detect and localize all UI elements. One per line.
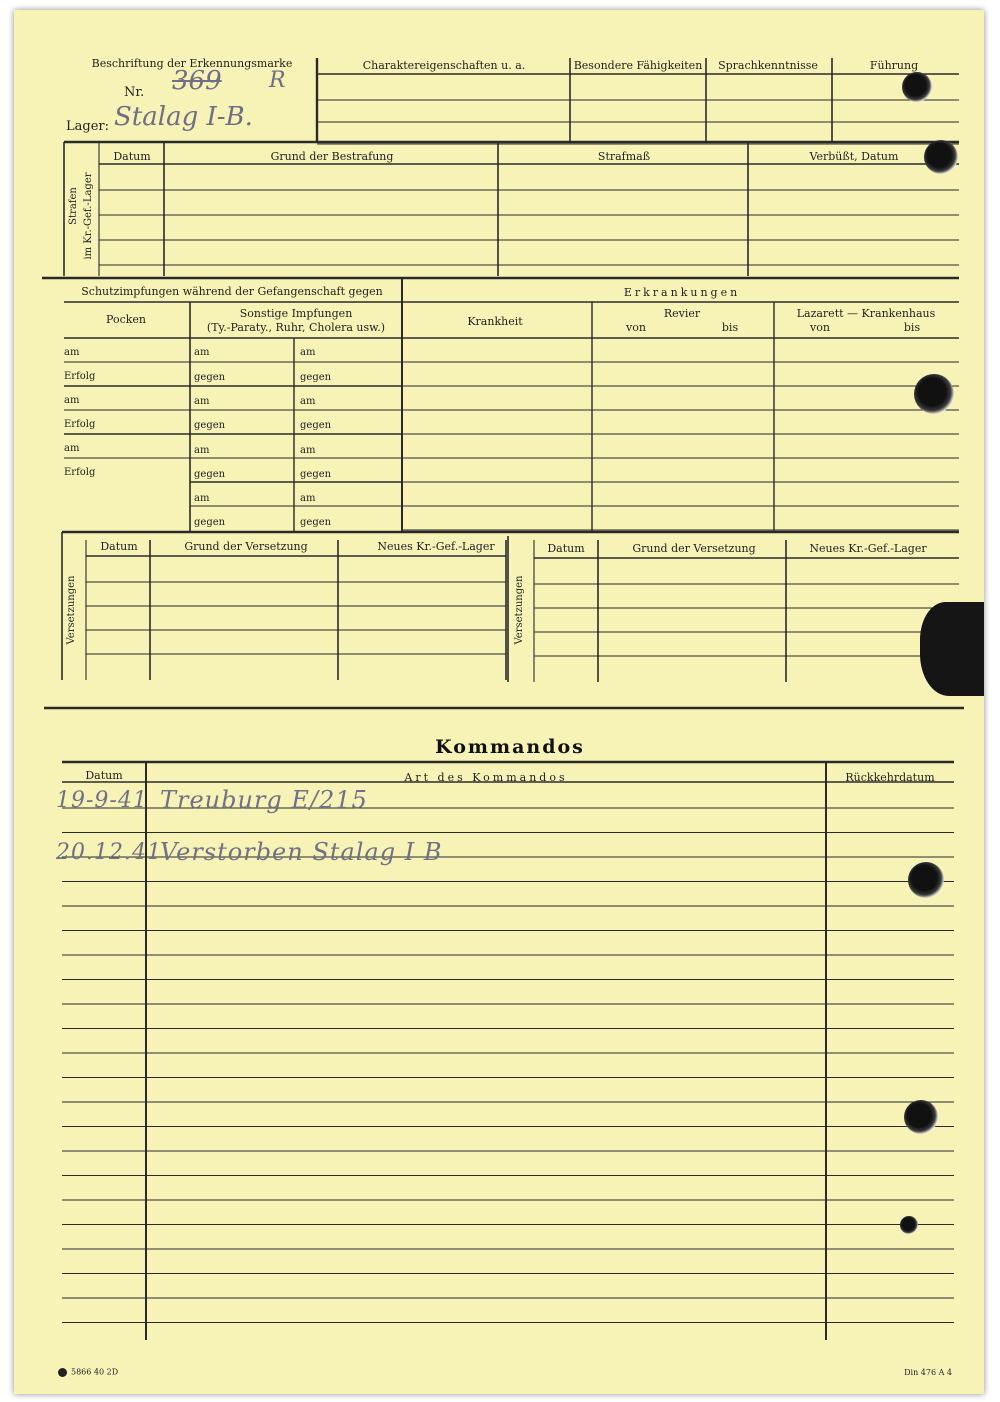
kommando-entry-1-date: 19-9-41 — [56, 788, 148, 813]
sonstige-am-b3: am — [300, 445, 316, 456]
strafen-col-verbuesst: Verbüßt, Datum — [809, 150, 899, 163]
punch-hole-icon — [924, 140, 958, 174]
sonstige-gegen-a3: gegen — [194, 469, 226, 480]
strafen-col-datum: Datum — [113, 150, 151, 163]
nr-value: 369 — [172, 66, 222, 96]
punch-hole-icon — [914, 374, 954, 414]
strafen-side-label: Strafen — [68, 187, 79, 225]
sonstige-am-a3: am — [194, 445, 210, 456]
impfungen-sonstige: Sonstige Impfungen — [239, 307, 353, 320]
kommandos-col-art: Art des Kommandos — [404, 771, 568, 784]
header-col-faehigkeiten: Besondere Fähigkeiten — [573, 59, 703, 72]
impfungen-title: Schutzimpfungen während der Gefangenschaft gegen — [81, 285, 383, 298]
document-sheet — [14, 10, 984, 1394]
lazarett-von: von — [810, 321, 830, 334]
erkrankungen-lazarett: Lazarett — Krankenhaus — [796, 307, 936, 320]
punch-hole-icon — [904, 1100, 938, 1134]
pocken-erfolg-1: Erfolg — [64, 371, 96, 382]
punch-hole-icon — [902, 72, 932, 102]
versetzungen-left-col-grund: Grund der Versetzung — [184, 540, 308, 553]
sonstige-gegen-b3: gegen — [300, 469, 332, 480]
lazarett-bis: bis — [903, 321, 921, 334]
torn-edge-icon — [920, 602, 984, 696]
sonstige-gegen-a1: gegen — [194, 372, 226, 383]
lager-label: Lager: — [66, 119, 109, 134]
sonstige-gegen-b4: gegen — [300, 517, 332, 528]
versetzungen-left-col-lager: Neues Kr.-Gef.-Lager — [377, 540, 495, 553]
sonstige-am-b2: am — [300, 396, 316, 407]
strafen-col-grund: Grund der Bestrafung — [270, 150, 394, 163]
header-col-fuehrung: Führung — [869, 59, 919, 72]
sonstige-am-b4: am — [300, 493, 316, 504]
sonstige-gegen-a4: gegen — [194, 517, 226, 528]
versetzungen-side-label-left: Versetzungen — [66, 575, 77, 645]
sonstige-gegen-b2: gegen — [300, 420, 332, 431]
sonstige-am-a1: am — [194, 347, 210, 358]
versetzungen-right-col-lager: Neues Kr.-Gef.-Lager — [809, 542, 927, 555]
sonstige-am-b1: am — [300, 347, 316, 358]
pocken-am-3: am — [64, 443, 80, 454]
versetzungen-left-col-datum: Datum — [100, 540, 138, 553]
nr-suffix: R — [269, 68, 286, 93]
strafen-col-strafmass: Strafmaß — [597, 150, 651, 163]
sonstige-am-a2: am — [194, 396, 210, 407]
revier-bis: bis — [721, 321, 739, 334]
versetzungen-side-label-right: Versetzungen — [514, 575, 525, 645]
pocken-erfolg-3: Erfolg — [64, 467, 96, 478]
strafen-side-label-2: im Kr.-Gef.-Lager — [83, 172, 94, 260]
kommando-entry-1-text: Treuburg E/215 — [160, 786, 368, 814]
sonstige-gegen-b1: gegen — [300, 372, 332, 383]
impfungen-sonstige-sub: (Ty.-Paraty., Ruhr, Cholera usw.) — [206, 321, 386, 334]
sonstige-gegen-a2: gegen — [194, 420, 226, 431]
nr-label: Nr. — [124, 85, 145, 100]
header-col-sprachen: Sprachkenntnisse — [718, 59, 818, 72]
erkrankungen-title: Erkrankungen — [623, 286, 741, 299]
kommandos-col-datum: Datum — [85, 769, 123, 782]
pocken-am-2: am — [64, 395, 80, 406]
versetzungen-right-col-grund: Grund der Versetzung — [632, 542, 756, 555]
form-lines — [14, 10, 984, 1394]
din-label: Din 476 A 4 — [904, 1368, 952, 1377]
punch-hole-icon — [900, 1216, 918, 1234]
revier-von: von — [626, 321, 646, 334]
print-code-text: 5866 40 2D — [71, 1367, 119, 1377]
header-col-charakter: Charaktereigenschaften u. a. — [362, 59, 526, 72]
erkrankungen-krankheit: Krankheit — [467, 315, 523, 328]
erkrankungen-revier: Revier — [663, 307, 701, 320]
tag-label: Beschriftung der Erkennungsmarke — [91, 57, 293, 70]
printer-mark-icon — [58, 1368, 67, 1377]
punch-hole-icon — [908, 862, 944, 898]
impfungen-pocken: Pocken — [106, 313, 146, 326]
kommandos-title: Kommandos — [435, 736, 585, 758]
kommando-entry-2-text: Verstorben Stalag I B — [160, 838, 443, 866]
print-code — [58, 1368, 118, 1377]
kommandos-col-rueckkehr: Rückkehrdatum — [845, 771, 935, 784]
lager-value: Stalag I-B. — [114, 102, 253, 132]
versetzungen-right-col-datum: Datum — [547, 542, 585, 555]
sonstige-am-a4: am — [194, 493, 210, 504]
kommando-entry-2-date: 20.12.41 — [56, 840, 162, 865]
pocken-am-1: am — [64, 347, 80, 358]
pocken-erfolg-2: Erfolg — [64, 419, 96, 430]
